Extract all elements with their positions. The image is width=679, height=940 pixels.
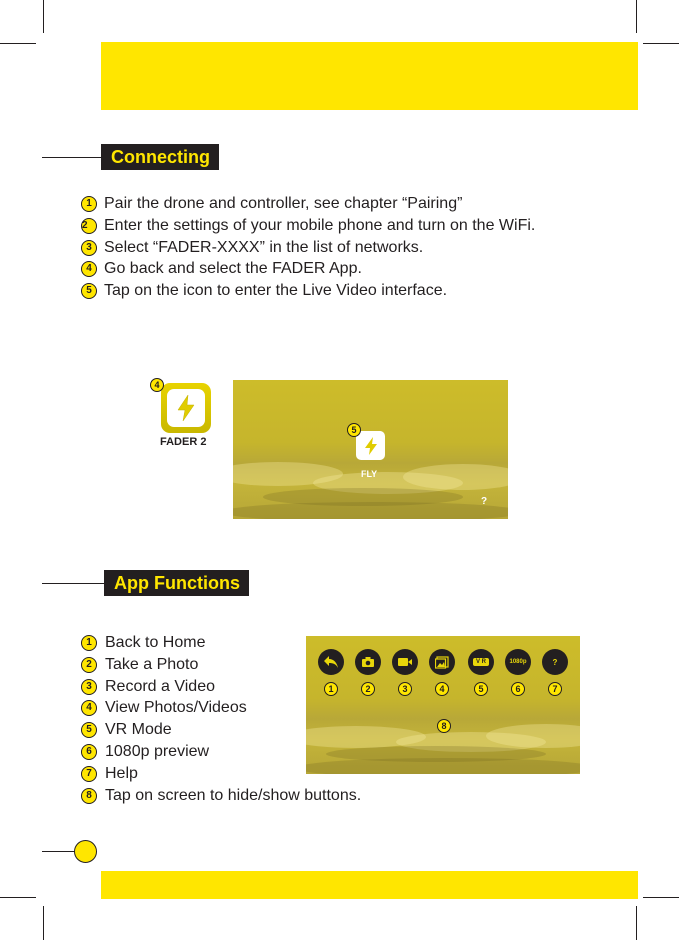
gallery-button[interactable]	[429, 649, 455, 675]
list-item	[81, 215, 561, 237]
item-number: 3	[81, 679, 97, 695]
video-camera-icon	[397, 657, 413, 667]
step-text: Go back and select the FADER App.	[104, 260, 362, 278]
crop-mark	[43, 0, 44, 33]
crop-mark	[43, 906, 44, 940]
step-text: Tap on the icon to enter the Live Video interface.	[104, 282, 448, 300]
step-text: Select “FADER-XXXX” in the list of networks.	[104, 238, 424, 256]
callout-3: 3	[398, 682, 412, 696]
resolution-button[interactable]	[505, 649, 531, 675]
item-text: 1080p preview	[105, 742, 210, 760]
item-number: 6	[81, 744, 97, 760]
step-number: 3	[81, 240, 97, 256]
video-button[interactable]	[392, 649, 418, 675]
item-text: Tap on screen to hide/show buttons.	[105, 786, 362, 804]
help-icon[interactable]: ?	[481, 496, 488, 507]
back-arrow-icon	[323, 655, 339, 669]
list-item	[81, 258, 561, 280]
connecting-title: Connecting	[101, 144, 219, 170]
header-band	[101, 42, 638, 110]
item-text: VR Mode	[105, 721, 172, 739]
lightning-icon	[167, 389, 205, 427]
app-name: FADER 2	[160, 436, 207, 448]
list-item	[81, 193, 561, 215]
connecting-steps	[81, 193, 561, 302]
photo-button[interactable]	[355, 649, 381, 675]
step-number: 4	[81, 261, 97, 277]
fader-app-icon[interactable]	[161, 383, 211, 433]
section-rule	[42, 583, 104, 584]
list-item	[81, 237, 561, 259]
step-text: Pair the drone and controller, see chapter “Pairing”	[104, 195, 463, 212]
callout-8: 8	[437, 719, 451, 733]
item-text: Record a Video	[105, 677, 215, 695]
step-text: Enter the settings of your mobile phone and turn on the WiFi.	[104, 216, 536, 234]
crop-mark	[0, 897, 36, 898]
vr-mode-button[interactable]	[468, 649, 494, 675]
help-icon: ?	[552, 657, 558, 667]
item-number: 5	[81, 722, 97, 738]
crop-mark	[643, 43, 679, 44]
crop-mark	[643, 897, 679, 898]
camera-icon	[361, 656, 375, 668]
fly-icon[interactable]	[356, 431, 385, 460]
item-number: 7	[81, 766, 97, 782]
help-button[interactable]	[542, 649, 568, 675]
item-text: View Photos/Videos	[105, 699, 247, 717]
item-text: Back to Home	[105, 634, 206, 651]
callout-4: 4	[150, 378, 164, 392]
item-number: 1	[81, 635, 97, 651]
step-number: 1	[81, 196, 97, 212]
callout-2: 2	[361, 682, 375, 696]
item-text: Take a Photo	[105, 655, 199, 673]
live-interface-screen[interactable]	[306, 636, 580, 774]
callout-6: 6	[511, 682, 525, 696]
step-number: 2	[81, 218, 97, 234]
footer-band	[101, 871, 638, 899]
fly-label: FLY	[361, 469, 378, 479]
crop-mark	[636, 0, 637, 33]
item-number: 2	[81, 657, 97, 673]
item-number: 8	[81, 788, 97, 804]
callout-1: 1	[324, 682, 338, 696]
list-item	[81, 785, 411, 807]
callout-7: 7	[548, 682, 562, 696]
vr-label: V R	[473, 658, 489, 666]
crop-mark	[636, 906, 637, 940]
crop-mark	[0, 43, 36, 44]
footer-rule	[42, 851, 75, 852]
page-marker	[74, 840, 97, 863]
callout-4: 4	[435, 682, 449, 696]
section-rule	[42, 157, 102, 158]
callout-5: 5	[474, 682, 488, 696]
functions-title: App Functions	[104, 570, 249, 596]
callout-5: 5	[347, 423, 361, 437]
live-video-screen[interactable]	[233, 380, 508, 519]
cloud	[306, 758, 580, 774]
item-text: Help	[105, 764, 138, 782]
list-item	[81, 280, 561, 302]
resolution-label: 1080p	[509, 659, 527, 665]
gallery-icon	[435, 656, 449, 669]
cloud	[233, 502, 508, 519]
back-home-button[interactable]	[318, 649, 344, 675]
item-number: 4	[81, 700, 97, 716]
step-number: 5	[81, 283, 97, 299]
